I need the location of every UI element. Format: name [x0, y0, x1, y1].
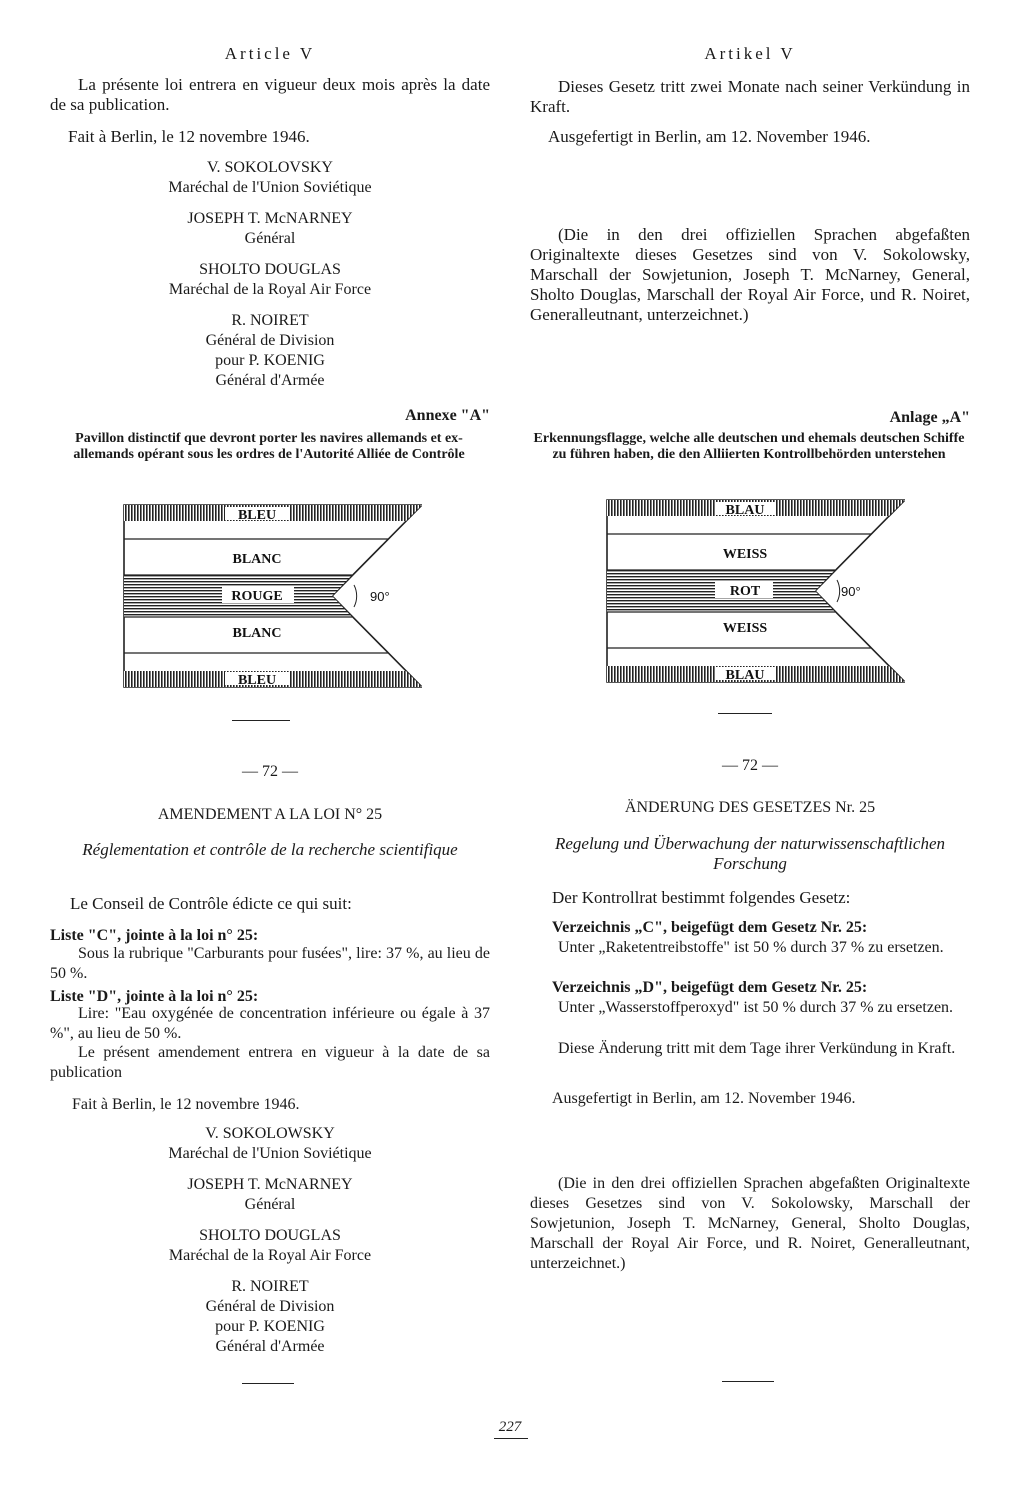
section-divider: [722, 1381, 774, 1382]
page-number-underline: [494, 1438, 528, 1439]
de-amend-title: ÄNDERUNG DES GESETZES Nr. 25: [624, 799, 876, 816]
de-article-text: Dieses Gesetz tritt zwei Monate nach seiner Verkündung in Kraft.: [530, 77, 970, 116]
flag-label-upper: BLANC: [232, 552, 282, 567]
flag-label-lower: WEISS: [722, 621, 768, 636]
de-note: (Die in den drei offiziellen Sprachen abgefaßten Originaltexte dieses Gesetzes sind von V. Sokolowsky, Marschall der Sowjetunion, Joseph T. McNarney, General, Sholto Douglas, Marschall der Royal Air Force, und R. Noiret, Generalleutnant, unterzeichnet.): [530, 225, 970, 324]
signatory-name: SHOLTO DOUGLAS: [199, 1227, 341, 1244]
de-note-2: (Die in den drei offiziellen Sprachen abgefaßten Originaltexte dieses Gesetzes sind von V. Sokolowsky, Marschall der Sowjetunion, Joseph T. McNarney, General, Sholto Douglas, Marschall der Royal Air Force, und R. Noiret, Generalleutnant, unterzeichnet.): [530, 1175, 970, 1272]
fr-page-marker: — 72 —: [242, 763, 298, 780]
fr-amend-effect: Le présent amendement entrera en vigueur à la date de sa publication: [50, 1044, 490, 1081]
fr-article-text: La présente loi entrera en vigueur deux mois après la date de sa publication.: [50, 75, 490, 114]
fr-signatories-2: [50, 1124, 490, 1357]
section-divider: [242, 1383, 294, 1384]
signatory-title: Maréchal de l'Union Soviétique: [168, 1145, 372, 1162]
signatory-title: Général de Division: [205, 1298, 335, 1315]
de-annex-caption: Erkennungsflagge, welche alle deutschen und ehemals deutschen Schiffe zu führen haben, die den Alliierten Kontrollbehörden unterstehen: [533, 431, 965, 462]
flag-label-top: BLAU: [725, 503, 765, 518]
signatory-title: Maréchal de la Royal Air Force: [168, 281, 372, 298]
de-amend-subtitle: Regelung und Überwachung der naturwissenschaftlichen Forschung: [554, 834, 945, 873]
flag-label-bottom: BLEU: [237, 673, 277, 688]
flag-label-middle: ROT: [729, 584, 761, 599]
fr-liste-c-head: Liste "C", jointe à la loi n° 25:: [50, 927, 259, 944]
fr-annex-title: Annexe "A": [405, 407, 490, 424]
fr-annex-caption: Pavillon distinctif que devront porter les navires allemands et ex-allemands opérant sous les ordres de l'Autorité Alliée de Contrôle: [73, 431, 465, 462]
signatory-extra: Général d'Armée: [215, 372, 325, 389]
fr-liste-d-text: Lire: "Eau oxygénée de concentration inférieure ou égale à 37 %", au lieu de 50 %.: [50, 1005, 490, 1042]
signatory-title: Général: [244, 230, 296, 247]
de-fait: Ausgefertigt in Berlin, am 12. November 1946.: [548, 127, 871, 146]
de-annex-title: Anlage „A": [889, 409, 970, 426]
fr-amend-subtitle: Réglementation et contrôle de la recherche scientifique: [82, 840, 458, 859]
fr-article-title: Article V: [224, 44, 316, 63]
de-liste-d-text: Unter „Wasserstoffperoxyd" ist 50 % durch 37 % zu ersetzen.: [558, 999, 954, 1016]
page-number: 227: [498, 1419, 522, 1435]
signatory-title: Maréchal de l'Union Soviétique: [168, 179, 372, 196]
de-fait2: Ausgefertigt in Berlin, am 12. November 1946.: [552, 1090, 856, 1107]
flag-label-middle: ROUGE: [231, 589, 283, 604]
section-divider: [232, 720, 290, 721]
flag-label-bottom: BLAU: [725, 668, 765, 683]
flag-label-upper: WEISS: [722, 547, 768, 562]
fr-amend-title: AMENDEMENT A LA LOI N° 25: [157, 806, 383, 823]
signatory-title: Maréchal de la Royal Air Force: [168, 1247, 372, 1264]
fr-conseil: Le Conseil de Contrôle édicte ce qui suit:: [70, 894, 352, 913]
de-liste-c-head: Verzeichnis „C", beigefügt dem Gesetz Nr. 25:: [552, 919, 868, 936]
flag-angle-label: 90°: [370, 589, 390, 604]
signatory-extra: pour P. KOENIG: [215, 1318, 325, 1335]
de-liste-d-head: Verzeichnis „D", beigefügt dem Gesetz Nr. 25:: [552, 979, 868, 996]
signatory-extra: pour P. KOENIG: [215, 352, 325, 369]
de-flag-diagram: [605, 498, 905, 684]
flag-angle-label: 90°: [841, 584, 861, 599]
fr-fait: Fait à Berlin, le 12 novembre 1946.: [68, 127, 310, 146]
signatory-name: V. SOKOLOWSKY: [205, 1125, 335, 1142]
signatory-title: Général de Division: [205, 332, 335, 349]
signatory-name: R. NOIRET: [231, 1278, 309, 1295]
signatory-name: JOSEPH T. McNARNEY: [187, 210, 353, 227]
signatory-extra: Général d'Armée: [215, 1338, 325, 1355]
fr-liste-c-text: Sous la rubrique "Carburants pour fusées", lire: 37 %, au lieu de 50 %.: [50, 945, 490, 982]
signatory-name: SHOLTO DOUGLAS: [199, 261, 341, 278]
fr-liste-d-head: Liste "D", jointe à la loi n° 25:: [50, 988, 259, 1005]
de-article-title: Artikel V: [704, 44, 796, 63]
de-page-marker: — 72 —: [722, 757, 778, 774]
section-divider: [718, 713, 772, 714]
de-amend-effect: Diese Änderung tritt mit dem Tage ihrer Verkündung in Kraft.: [558, 1040, 956, 1057]
signatory-name: JOSEPH T. McNARNEY: [187, 1176, 353, 1193]
flag-label-lower: BLANC: [232, 626, 282, 641]
fr-flag-diagram: [122, 503, 422, 689]
fr-fait2: Fait à Berlin, le 12 novembre 1946.: [72, 1096, 300, 1113]
signatory-name: V. SOKOLOVSKY: [207, 159, 333, 176]
flag-label-top: BLEU: [237, 508, 277, 523]
signatory-title: Général: [244, 1196, 296, 1213]
de-liste-c-text: Unter „Raketentreibstoffe" ist 50 % durch 37 % zu ersetzen.: [558, 939, 944, 956]
fr-signatories: [50, 158, 490, 391]
de-conseil: Der Kontrollrat bestimmt folgendes Gesetz:: [552, 888, 851, 907]
signatory-name: R. NOIRET: [231, 312, 309, 329]
